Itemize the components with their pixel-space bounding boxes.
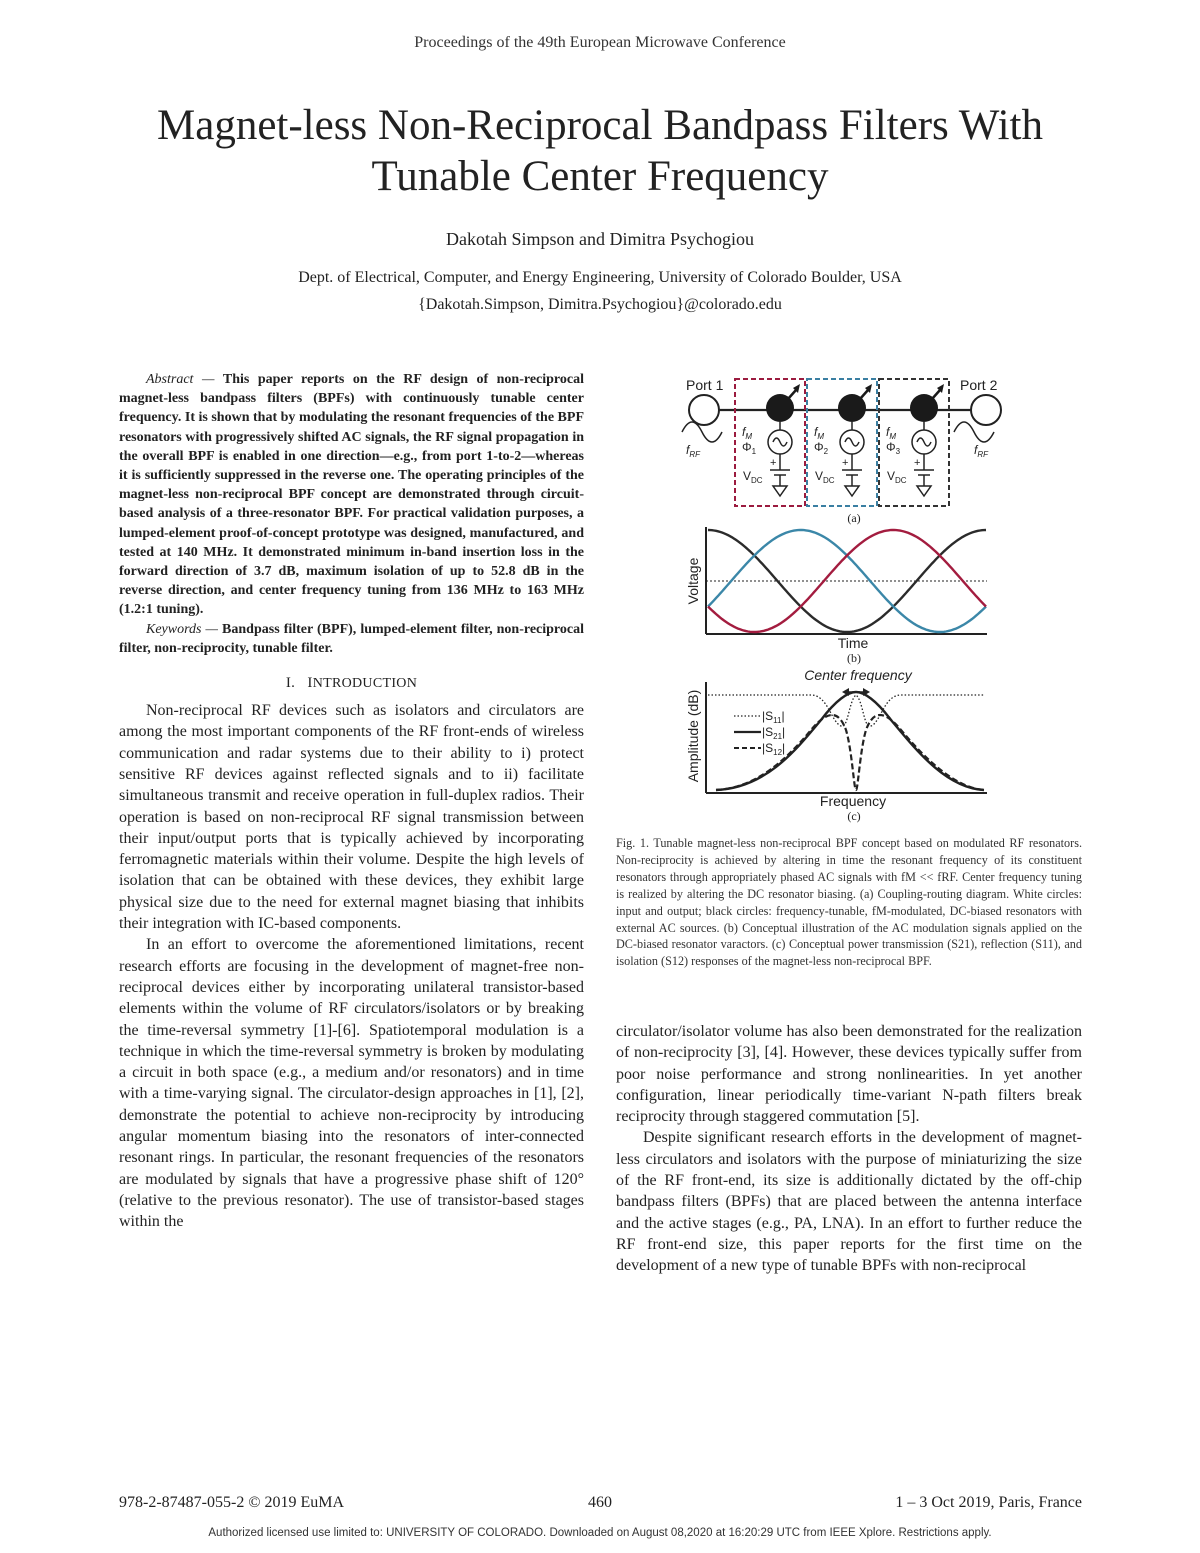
c-s21-curve — [716, 692, 984, 790]
legend-s12: $|S_{12}|$ — [762, 741, 786, 757]
figure-1c-plot — [685, 667, 987, 823]
plus-2: + — [842, 457, 849, 469]
footer-isbn: 978-2-87487-055-2 © 2019 EuMA — [119, 1494, 345, 1511]
keywords-text: Bandpass filter (BPF), lumped-element filter, non-reciprocal filter, non-reciprocity, tunable filter. — [119, 621, 584, 656]
abstract-sep: — — [193, 372, 223, 387]
abstract — [119, 370, 584, 620]
footer-date: 1 – 3 Oct 2019, Paris, France — [895, 1494, 1082, 1511]
intro-paragraph-1: Non-reciprocal RF devices such as isolators and circulators are among the most important components of the RF front-ends of wireless communication and radar systems due to their ability to i) protect sensitive RF devices against reflected signals and to ii) facilitate simultaneous transmit and receive operation in full-duplex radios. Their operation is based on non-reciprocal RF signal transmission between their input/output ports that is typically achieved by incorporating ferromagnetic materials within their volume. Despite the high levels of isolation that can be obtained with these devices, they exhibit large physical size due to the need for external magnet biasing that inhibits their integration with IC-based components. — [119, 702, 584, 933]
ground-3-icon — [917, 486, 931, 496]
footer-page-number: 460 — [588, 1494, 612, 1511]
section-first-letter: I — [307, 675, 313, 692]
keywords-label: Keywords — [146, 621, 202, 637]
ground-2-icon — [845, 486, 859, 496]
left-column — [119, 370, 584, 1232]
subfig-c-label: (c) — [847, 809, 861, 823]
c-ylabel: Amplitude (dB) — [685, 689, 701, 783]
section-rest: NTRODUCTION — [312, 676, 418, 692]
title-line-2: Tunable Center Frequency — [371, 153, 829, 200]
license-notice: Authorized licensed use limited to: UNIVERSITY OF COLORADO. Downloaded on August 08,2020 at 16:20:29 UTC from IEEE Xplore. Restrictions apply. — [208, 1527, 992, 1539]
port1-circle — [689, 395, 719, 425]
conference-header: Proceedings of the 49th European Microwave Conference — [414, 34, 786, 51]
fm-label-2: $f_M$ — [814, 425, 825, 441]
affiliation-email: {Dakotah.Simpson, Dimitra.Psychogiou}@colorado.edu — [418, 296, 782, 313]
phi-label-3: $\Phi_3$ — [886, 440, 901, 456]
vdc-label-3: $V_{DC}$ — [887, 469, 907, 485]
affiliation — [0, 264, 1200, 318]
port2-circle — [971, 395, 1001, 425]
ground-1-icon — [773, 486, 787, 496]
figure-1a-diagram — [682, 377, 1001, 525]
c-legend — [734, 709, 785, 757]
fm-label-3: $f_M$ — [886, 425, 897, 441]
plus-1: + — [770, 457, 777, 469]
vdc-label-2: $V_{DC}$ — [815, 469, 835, 485]
intro-paragraph-3: circulator/isolator volume has also been demonstrated for the realization of non-reciprocity [3], [4]. However, these devices typically suffer from poor noise performance and strong nonlinearities. In yet another configuration, linear periodically time-variant N-path filters break reciprocity through staggered commutation [5]. — [616, 1023, 1082, 1126]
resonator-2 — [814, 384, 872, 496]
affiliation-dept: Dept. of Electrical, Computer, and Energy Engineering, University of Colorado Boulder, USA — [298, 269, 902, 286]
port1-frf-label: $f_{RF}$ — [686, 443, 701, 459]
subfig-a-label: (a) — [847, 511, 861, 525]
figure-1 — [616, 370, 1086, 830]
keywords-sep: — — [201, 621, 223, 637]
figure-1b-plot — [685, 527, 987, 665]
phi-label-1: $\Phi_1$ — [742, 440, 757, 456]
legend-s21: $|S_{21}|$ — [762, 725, 786, 741]
port2-label: Port 2 — [960, 377, 998, 393]
intro-paragraph-2: In an effort to overcome the aforementioned limitations, recent research efforts are focusing in the development of magnet-free non-reciprocal devices either by incorporating unilateral transistor-based elements within the volume of RF circulators/isolators or by breaking the time-reversal symmetry [1]-[6]. Spatiotemporal modulation is a technique in which the time-reversal symmetry is broken by modulating a circuit in both space (e.g., a medium and/or resonators) and in time with a time-varying signal. The circulator-design approaches in [1], [2], demonstrate the potential to achieve non-reciprocity by introducing angular momentum biasing into the resonators of inter-connected resonant rings. In particular, the resonant frequencies of the resonators are modulated by signals that have a progressive phase shift of 120° (relative to the previous resonator). The use of transistor-based stages within the — [119, 936, 584, 1231]
c-title: Center frequency — [804, 667, 912, 683]
right-column — [616, 1021, 1082, 1277]
subfig-b-label: (b) — [847, 651, 861, 665]
c-xlabel: Frequency — [819, 793, 887, 809]
resonator-1 — [742, 384, 800, 496]
c-s11-curve — [708, 695, 984, 726]
figure-1-caption: Fig. 1. Tunable magnet-less non-reciprocal BPF concept based on modulated RF resonators. Non-reciprocity is achieved by altering in time the resonant frequency of its constituent resonators through appropriately phased AC signals with fM << fRF. Center frequency tuning is realized by altering the DC resonator biasing. (a) Coupling-routing diagram. White circles: input and output; black circles: frequency-tunable, fM-modulated, DC-biased resonators with external AC sources. (b) Conceptual illustration of the AC modulation signals applied on the DC-biased resonator varactors. (c) Conceptual power transmission (S21), reflection (S11), and isolation (S12) responses of the magnet-less non-reciprocal BPF. — [616, 836, 1082, 969]
section-heading-introduction — [119, 675, 584, 692]
plus-3: + — [914, 457, 921, 469]
b-ylabel: Voltage — [685, 557, 701, 605]
b-xlabel: Time — [837, 635, 869, 651]
legend-s11: $|S_{11}|$ — [762, 709, 785, 725]
port2-frf-label: $f_{RF}$ — [974, 443, 989, 459]
vdc-label-1: $V_{DC}$ — [743, 469, 763, 485]
fm-label-1: $f_M$ — [742, 425, 753, 441]
resonator-3 — [886, 384, 944, 496]
port1-label: Port 1 — [686, 377, 724, 393]
authors: Dakotah Simpson and Dimitra Psychogiou — [446, 229, 754, 249]
title-line-1: Magnet-less Non-Reciprocal Bandpass Filters With — [157, 102, 1043, 149]
intro-paragraph-4: Despite significant research efforts in the development of magnet-less circulators and isolators with the purpose of miniaturizing the size of the RF front-end, its size is additionally dictated by the off-chip bandpass filters (BPFs) that are placed between the antenna interface and the active stages (e.g., PA, LNA). In an effort to further reduce the RF front-end size, this paper reports for the first time on the development of a new type of tunable BPFs with non-reciprocal — [616, 1129, 1082, 1275]
abstract-label: Abstract — [146, 372, 194, 387]
paper-title — [100, 100, 1100, 202]
keywords — [119, 620, 584, 658]
abstract-text: This paper reports on the RF design of non-reciprocal magnet-less bandpass filters (BPFs) with continuously tunable center frequency. It is shown that by modulating the resonant frequencies of the BPF resonators with progressively shifted AC signals, the RF signal propagation in the overall BPF is enabled in one direction—e.g., from port 1-to-2—whereas it is sufficiently suppressed in the reverse one. The operating principles of the magnet-less non-reciprocal BPF concept are demonstrated through circuit-based analysis of a three-resonator BPF. For practical validation purposes, a lumped-element proof-of-concept prototype was designed, manufactured, and tested at 140 MHz. It demonstrated minimum in-band insertion loss in the forward direction of 3.7 dB, maximum isolation of up to 52.8 dB in the reverse direction, and center frequency tuning from 136 MHz to 163 MHz (1.2:1 tuning). — [119, 372, 584, 618]
section-number: I. — [285, 675, 296, 692]
phi-label-2: $\Phi_2$ — [814, 440, 829, 456]
